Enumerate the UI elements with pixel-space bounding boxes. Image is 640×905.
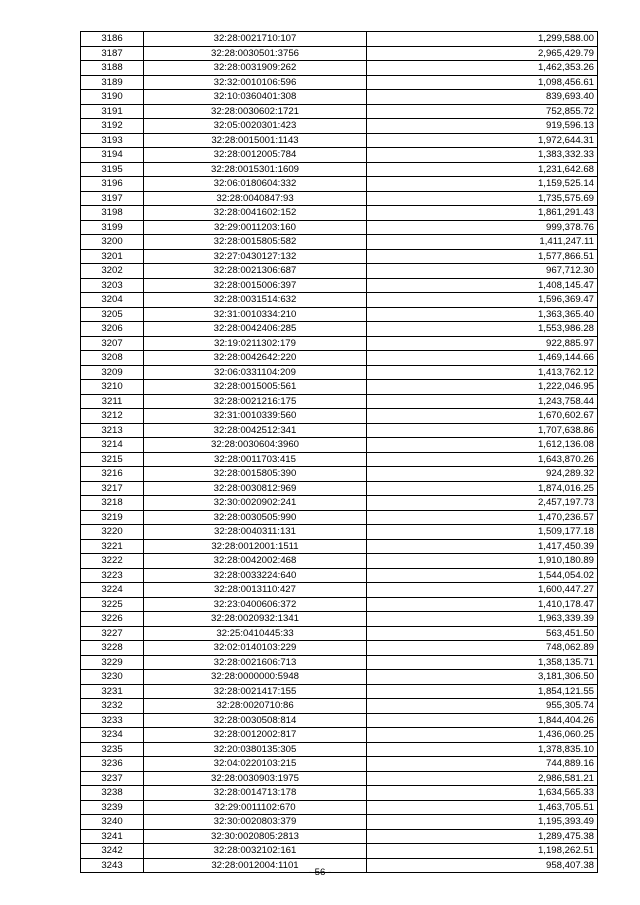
cadastral-value: 1,707,638.86 xyxy=(367,423,598,438)
table-row xyxy=(81,307,598,322)
cadastral-number: 32:28:0012001:1511 xyxy=(144,539,367,554)
cadastral-number: 32:02:0140103:229 xyxy=(144,641,367,656)
row-number: 3193 xyxy=(81,133,144,148)
table-row xyxy=(81,467,598,482)
cadastral-number: 32:28:0030602:1721 xyxy=(144,104,367,119)
table-row xyxy=(81,46,598,61)
cadastral-number: 32:28:0014713:178 xyxy=(144,786,367,801)
cadastral-value: 1,844,404.26 xyxy=(367,713,598,728)
cadastral-value: 1,289,475.38 xyxy=(367,829,598,844)
row-number: 3229 xyxy=(81,655,144,670)
cadastral-value: 955,305.74 xyxy=(367,699,598,714)
cadastral-value: 919,596.13 xyxy=(367,119,598,134)
row-number: 3196 xyxy=(81,177,144,192)
table-row xyxy=(81,452,598,467)
cadastral-number: 32:28:0000000:5948 xyxy=(144,670,367,685)
row-number: 3234 xyxy=(81,728,144,743)
cadastral-value: 1,222,046.95 xyxy=(367,380,598,395)
row-number: 3186 xyxy=(81,32,144,47)
cadastral-number: 32:31:0010339:560 xyxy=(144,409,367,424)
row-number: 3228 xyxy=(81,641,144,656)
table-row xyxy=(81,32,598,47)
cadastral-value: 1,463,705.51 xyxy=(367,800,598,815)
cadastral-value: 1,509,177.18 xyxy=(367,525,598,540)
row-number: 3237 xyxy=(81,771,144,786)
cadastral-number: 32:29:0011203:160 xyxy=(144,220,367,235)
row-number: 3208 xyxy=(81,351,144,366)
table-row xyxy=(81,481,598,496)
cadastral-value: 922,885.97 xyxy=(367,336,598,351)
cadastral-value: 1,413,762.12 xyxy=(367,365,598,380)
table-row xyxy=(81,133,598,148)
cadastral-value: 2,457,197.73 xyxy=(367,496,598,511)
cadastral-number: 32:30:0020902:241 xyxy=(144,496,367,511)
cadastral-number: 32:28:0030501:3756 xyxy=(144,46,367,61)
row-number: 3192 xyxy=(81,119,144,134)
cadastral-value: 1,462,353.26 xyxy=(367,61,598,76)
cadastral-value: 1,408,145.47 xyxy=(367,278,598,293)
cadastral-value: 1,299,588.00 xyxy=(367,32,598,47)
table-row xyxy=(81,162,598,177)
row-number: 3194 xyxy=(81,148,144,163)
cadastral-number: 32:28:0042406:285 xyxy=(144,322,367,337)
table-row xyxy=(81,191,598,206)
table-row xyxy=(81,597,598,612)
cadastral-table xyxy=(80,31,598,873)
row-number: 3201 xyxy=(81,249,144,264)
row-number: 3189 xyxy=(81,75,144,90)
cadastral-value: 1,358,135.71 xyxy=(367,655,598,670)
row-number: 3226 xyxy=(81,612,144,627)
cadastral-value: 1,410,178.47 xyxy=(367,597,598,612)
table-row xyxy=(81,496,598,511)
cadastral-number: 32:28:0013110:427 xyxy=(144,583,367,598)
table-row xyxy=(81,699,598,714)
row-number: 3243 xyxy=(81,858,144,873)
table-row xyxy=(81,844,598,859)
table-row xyxy=(81,829,598,844)
cadastral-number: 32:23:0400606:372 xyxy=(144,597,367,612)
cadastral-number: 32:04:0220103:215 xyxy=(144,757,367,772)
row-number: 3187 xyxy=(81,46,144,61)
row-number: 3230 xyxy=(81,670,144,685)
table-row xyxy=(81,365,598,380)
row-number: 3242 xyxy=(81,844,144,859)
table-row xyxy=(81,119,598,134)
cadastral-number: 32:28:0030505:990 xyxy=(144,510,367,525)
row-number: 3207 xyxy=(81,336,144,351)
cadastral-value: 1,735,575.69 xyxy=(367,191,598,206)
row-number: 3205 xyxy=(81,307,144,322)
cadastral-value: 1,159,525.14 xyxy=(367,177,598,192)
row-number: 3238 xyxy=(81,786,144,801)
row-number: 3227 xyxy=(81,626,144,641)
cadastral-value: 1,600,447.27 xyxy=(367,583,598,598)
cadastral-number: 32:28:0030604:3960 xyxy=(144,438,367,453)
cadastral-number: 32:28:0030812:969 xyxy=(144,481,367,496)
table-row xyxy=(81,568,598,583)
row-number: 3202 xyxy=(81,264,144,279)
table-row xyxy=(81,104,598,119)
table-row xyxy=(81,177,598,192)
cadastral-value: 1,436,060.25 xyxy=(367,728,598,743)
cadastral-value: 1,195,393.49 xyxy=(367,815,598,830)
table-row xyxy=(81,713,598,728)
cadastral-value: 924,289.32 xyxy=(367,467,598,482)
cadastral-number: 32:31:0010334:210 xyxy=(144,307,367,322)
cadastral-value: 999,378.76 xyxy=(367,220,598,235)
cadastral-number: 32:28:0021606:713 xyxy=(144,655,367,670)
row-number: 3213 xyxy=(81,423,144,438)
table-row xyxy=(81,235,598,250)
cadastral-value: 1,469,144.66 xyxy=(367,351,598,366)
cadastral-value: 1,596,369.47 xyxy=(367,293,598,308)
table-row xyxy=(81,641,598,656)
cadastral-number: 32:20:0380135:305 xyxy=(144,742,367,757)
cadastral-number: 32:28:0015301:1609 xyxy=(144,162,367,177)
cadastral-number: 32:28:0012004:1101 xyxy=(144,858,367,873)
cadastral-number: 32:28:0042642:220 xyxy=(144,351,367,366)
row-number: 3236 xyxy=(81,757,144,772)
cadastral-number: 32:28:0032102:161 xyxy=(144,844,367,859)
cadastral-value: 1,411,247.11 xyxy=(367,235,598,250)
table-row xyxy=(81,800,598,815)
table-row xyxy=(81,264,598,279)
table-row xyxy=(81,90,598,105)
cadastral-number: 32:19:0211302:179 xyxy=(144,336,367,351)
row-number: 3188 xyxy=(81,61,144,76)
cadastral-number: 32:06:0180604:332 xyxy=(144,177,367,192)
row-number: 3220 xyxy=(81,525,144,540)
row-number: 3218 xyxy=(81,496,144,511)
row-number: 3206 xyxy=(81,322,144,337)
table-row xyxy=(81,322,598,337)
cadastral-number: 32:28:0015805:390 xyxy=(144,467,367,482)
table-row xyxy=(81,815,598,830)
cadastral-number: 32:28:0015001:1143 xyxy=(144,133,367,148)
cadastral-value: 1,861,291.43 xyxy=(367,206,598,221)
row-number: 3217 xyxy=(81,481,144,496)
cadastral-number: 32:32:0010106:596 xyxy=(144,75,367,90)
cadastral-number: 32:28:0030903:1975 xyxy=(144,771,367,786)
table-row xyxy=(81,380,598,395)
cadastral-value: 1,553,986.28 xyxy=(367,322,598,337)
row-number: 3209 xyxy=(81,365,144,380)
table-row xyxy=(81,409,598,424)
table-row xyxy=(81,206,598,221)
cadastral-value: 1,098,456.61 xyxy=(367,75,598,90)
table-row xyxy=(81,336,598,351)
table-row xyxy=(81,220,598,235)
row-number: 3190 xyxy=(81,90,144,105)
cadastral-number: 32:30:0020805:2813 xyxy=(144,829,367,844)
page-number: - 56 - xyxy=(308,867,332,878)
cadastral-number: 32:29:0011102:670 xyxy=(144,800,367,815)
cadastral-number: 32:28:0042512:341 xyxy=(144,423,367,438)
cadastral-value: 2,986,581.21 xyxy=(367,771,598,786)
table-body xyxy=(81,32,598,873)
cadastral-number: 32:28:0042002:468 xyxy=(144,554,367,569)
cadastral-value: 1,643,870.26 xyxy=(367,452,598,467)
row-number: 3216 xyxy=(81,467,144,482)
table-row xyxy=(81,612,598,627)
cadastral-number: 32:28:0021306:687 xyxy=(144,264,367,279)
cadastral-value: 1,854,121.55 xyxy=(367,684,598,699)
cadastral-number: 32:06:0331104:209 xyxy=(144,365,367,380)
row-number: 3198 xyxy=(81,206,144,221)
cadastral-value: 839,693.40 xyxy=(367,90,598,105)
cadastral-value: 1,910,180.89 xyxy=(367,554,598,569)
cadastral-value: 1,670,602.67 xyxy=(367,409,598,424)
cadastral-value: 752,855.72 xyxy=(367,104,598,119)
cadastral-number: 32:28:0030508:814 xyxy=(144,713,367,728)
cadastral-number: 32:28:0021216:175 xyxy=(144,394,367,409)
table-row xyxy=(81,539,598,554)
row-number: 3203 xyxy=(81,278,144,293)
table-row xyxy=(81,75,598,90)
cadastral-value: 1,874,016.25 xyxy=(367,481,598,496)
table-row xyxy=(81,786,598,801)
row-number: 3233 xyxy=(81,713,144,728)
cadastral-number: 32:05:0020301:423 xyxy=(144,119,367,134)
cadastral-value: 958,407.38 xyxy=(367,858,598,873)
cadastral-number: 32:25:0410445:33 xyxy=(144,626,367,641)
cadastral-value: 1,544,054.02 xyxy=(367,568,598,583)
row-number: 3191 xyxy=(81,104,144,119)
table-row xyxy=(81,351,598,366)
row-number: 3211 xyxy=(81,394,144,409)
cadastral-value: 1,363,365.40 xyxy=(367,307,598,322)
row-number: 3222 xyxy=(81,554,144,569)
cadastral-number: 32:30:0020803:379 xyxy=(144,815,367,830)
row-number: 3224 xyxy=(81,583,144,598)
cadastral-value: 563,451.50 xyxy=(367,626,598,641)
cadastral-number: 32:28:0021417:155 xyxy=(144,684,367,699)
cadastral-value: 1,577,866.51 xyxy=(367,249,598,264)
table-row xyxy=(81,583,598,598)
table-row xyxy=(81,626,598,641)
row-number: 3197 xyxy=(81,191,144,206)
table-row xyxy=(81,554,598,569)
cadastral-number: 32:28:0020710:86 xyxy=(144,699,367,714)
cadastral-number: 32:28:0012002:817 xyxy=(144,728,367,743)
table-row xyxy=(81,757,598,772)
cadastral-value: 1,231,642.68 xyxy=(367,162,598,177)
table-row xyxy=(81,249,598,264)
cadastral-number: 32:28:0015005:561 xyxy=(144,380,367,395)
cadastral-value: 1,417,450.39 xyxy=(367,539,598,554)
table-row xyxy=(81,742,598,757)
cadastral-value: 1,470,236.57 xyxy=(367,510,598,525)
cadastral-number: 32:28:0015006:397 xyxy=(144,278,367,293)
row-number: 3212 xyxy=(81,409,144,424)
table-row xyxy=(81,438,598,453)
table-row xyxy=(81,423,598,438)
cadastral-value: 748,062.89 xyxy=(367,641,598,656)
cadastral-number: 32:28:0040847:93 xyxy=(144,191,367,206)
cadastral-number: 32:28:0012005:784 xyxy=(144,148,367,163)
table-row xyxy=(81,61,598,76)
cadastral-number: 32:10:0360401:308 xyxy=(144,90,367,105)
cadastral-value: 2,965,429.79 xyxy=(367,46,598,61)
table-row xyxy=(81,148,598,163)
row-number: 3215 xyxy=(81,452,144,467)
cadastral-value: 1,243,758.44 xyxy=(367,394,598,409)
row-number: 3225 xyxy=(81,597,144,612)
row-number: 3199 xyxy=(81,220,144,235)
table-row xyxy=(81,771,598,786)
table-row xyxy=(81,728,598,743)
table-row xyxy=(81,394,598,409)
cadastral-value: 967,712.30 xyxy=(367,264,598,279)
table-row xyxy=(81,655,598,670)
row-number: 3232 xyxy=(81,699,144,714)
cadastral-number: 32:28:0031514:632 xyxy=(144,293,367,308)
cadastral-number: 32:28:0021710:107 xyxy=(144,32,367,47)
table-row xyxy=(81,510,598,525)
row-number: 3221 xyxy=(81,539,144,554)
row-number: 3223 xyxy=(81,568,144,583)
cadastral-number: 32:28:0033224:640 xyxy=(144,568,367,583)
cadastral-number: 32:28:0031909:262 xyxy=(144,61,367,76)
table-row xyxy=(81,525,598,540)
row-number: 3240 xyxy=(81,815,144,830)
cadastral-number: 32:28:0041602:152 xyxy=(144,206,367,221)
table-row xyxy=(81,293,598,308)
cadastral-number: 32:28:0015805:582 xyxy=(144,235,367,250)
cadastral-number: 32:28:0020932:1341 xyxy=(144,612,367,627)
cadastral-value: 744,889.16 xyxy=(367,757,598,772)
cadastral-value: 1,198,262.51 xyxy=(367,844,598,859)
row-number: 3239 xyxy=(81,800,144,815)
row-number: 3195 xyxy=(81,162,144,177)
table-row xyxy=(81,684,598,699)
table-row xyxy=(81,278,598,293)
cadastral-value: 1,383,332.33 xyxy=(367,148,598,163)
table-row xyxy=(81,670,598,685)
row-number: 3241 xyxy=(81,829,144,844)
row-number: 3219 xyxy=(81,510,144,525)
cadastral-value: 1,963,339.39 xyxy=(367,612,598,627)
cadastral-value: 3,181,306.50 xyxy=(367,670,598,685)
row-number: 3200 xyxy=(81,235,144,250)
cadastral-number: 32:28:0011703:415 xyxy=(144,452,367,467)
cadastral-number: 32:28:0040311:131 xyxy=(144,525,367,540)
cadastral-value: 1,972,644.31 xyxy=(367,133,598,148)
row-number: 3231 xyxy=(81,684,144,699)
cadastral-value: 1,612,136.08 xyxy=(367,438,598,453)
cadastral-value: 1,634,565.33 xyxy=(367,786,598,801)
cadastral-value: 1,378,835.10 xyxy=(367,742,598,757)
row-number: 3210 xyxy=(81,380,144,395)
row-number: 3214 xyxy=(81,438,144,453)
row-number: 3235 xyxy=(81,742,144,757)
row-number: 3204 xyxy=(81,293,144,308)
cadastral-number: 32:27:0430127:132 xyxy=(144,249,367,264)
